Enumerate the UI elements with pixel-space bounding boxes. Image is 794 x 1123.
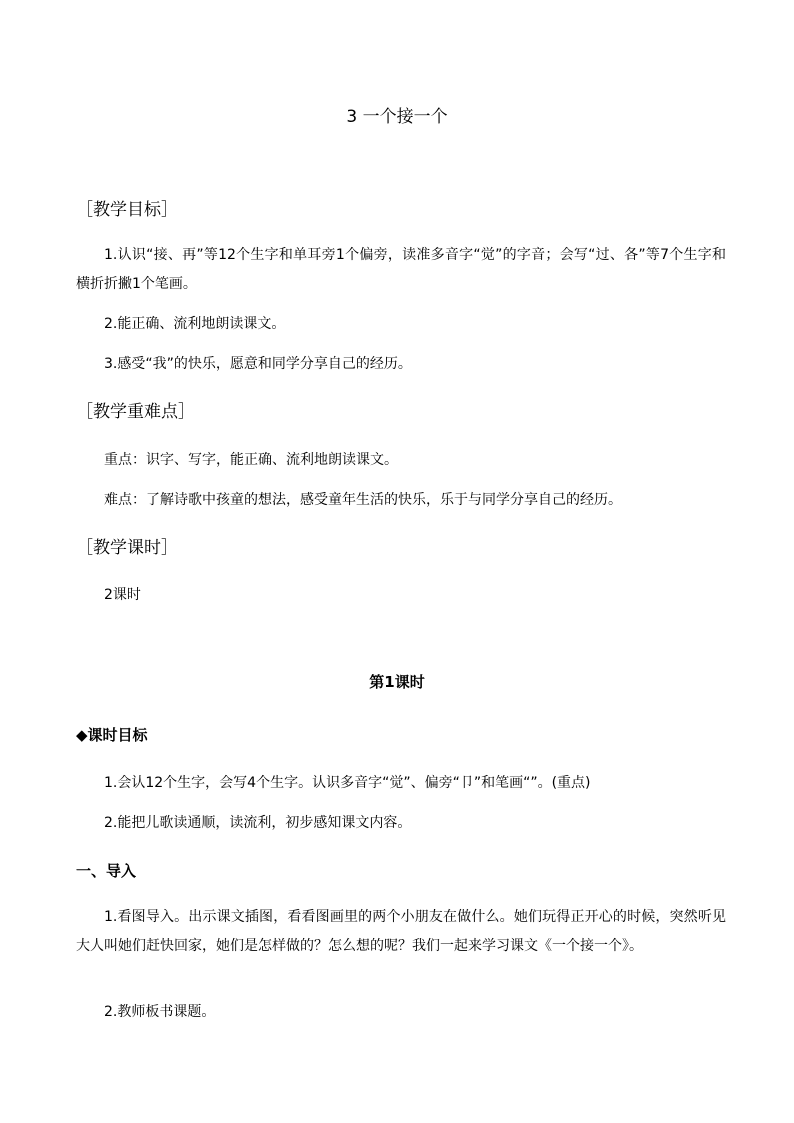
- goal-heading-text: 课时目标: [87, 726, 148, 744]
- lesson1-goal-2: 2.能把儿歌读通顺，读流利，初步感知课文内容。: [104, 815, 412, 831]
- section1-item-1: 1.看图导入。出示课文插图，看看图画里的两个小朋友在做什么。她们玩得正开心的时候，突然听见大人叫她们赶快回家，她们是怎样做的？怎么想的呢？我们一起来学习课文《一个接一个》。: [76, 909, 726, 954]
- section1-item-2: 2.教师板书课题。: [104, 1004, 216, 1020]
- objective-item-3: 3.感受“我”的快乐，愿意和同学分享自己的经历。: [104, 356, 412, 372]
- key-point-focus: 重点：识字、写字，能正确、流利地朗读课文。: [104, 452, 398, 468]
- objective-item-1: 1.认识“接、再”等12个生字和单耳旁1个偏旁，读准多音字“觉”的字音；会写“过、各”等7个生字和横折折撇1个笔画。: [76, 247, 726, 292]
- lesson1-goal-1: 1.会认12个生字，会写4个生字。认识多音字“觉”、偏旁“卩”和笔画“”。(重点): [104, 775, 591, 791]
- lesson-title: 3 一个接一个: [346, 107, 448, 127]
- hours-value: 2课时: [104, 587, 141, 603]
- key-point-difficulty: 难点：了解诗歌中孩童的想法，感受童年生活的快乐，乐于与同学分享自己的经历。: [104, 492, 622, 508]
- lesson1-title: 第1课时: [369, 673, 425, 691]
- hours-heading: ［教学课时］: [76, 538, 178, 558]
- diamond-icon: ◆: [76, 726, 88, 744]
- objectives-heading: ［教学目标］: [76, 200, 178, 220]
- section1-heading: 一、导入: [76, 862, 137, 880]
- key-points-heading: ［教学重难点］: [76, 402, 195, 422]
- lesson1-goal-heading: [76, 722, 148, 748]
- objective-item-2: 2.能正确、流利地朗读课文。: [104, 316, 286, 332]
